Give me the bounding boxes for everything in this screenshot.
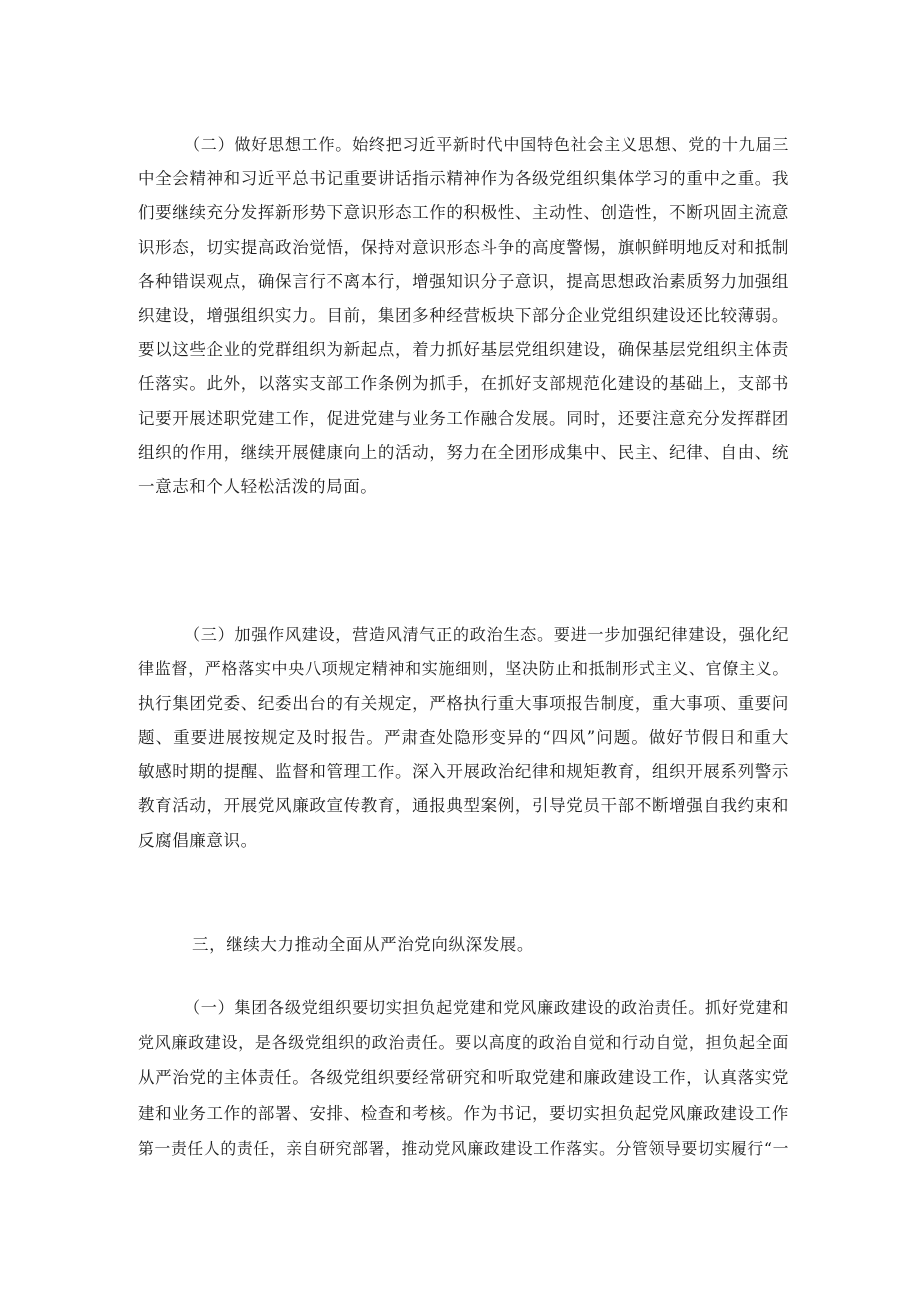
text-line: （二）做好思想工作。始终把习近平新时代中国特色社会主义思想、党的十九届三: [184, 135, 789, 154]
paragraph-ideological-work: [138, 128, 789, 504]
text-line: 题、重要进展按规定及时报告。严肃查处隐形变异的“四风”问题。做好节假日和重大: [138, 727, 789, 747]
text-line: 组织的作用，继续开展健康向上的活动，努力在全团形成集中、民主、纪律、自由、统: [138, 442, 789, 462]
text-line: 中全会精神和习近平总书记重要讲话指示精神作为各级党组织集体学习的重中之重。我: [138, 169, 789, 189]
text-line: 敏感时期的提醒、监督和管理工作。深入开展政治纪律和规矩教育，组织开展系列警示: [138, 762, 789, 782]
text-line: 记要开展述职党建工作，促进党建与业务工作融合发展。同时，还要注意充分发挥群团: [138, 408, 789, 428]
text-line: 从严治党的主体责任。各级党组织要经常研究和听取党建和廉政建设工作，认真落实党: [138, 1068, 789, 1088]
section-heading: [138, 928, 789, 962]
text-line: 任落实。此外，以落实支部工作条例为抓手，在抓好支部规范化建设的基础上，支部书: [138, 374, 789, 394]
text-line: 织建设，增强组织实力。目前，集团多种经营板块下部分企业党组织建设还比较薄弱。: [138, 306, 789, 326]
text-line: 执行集团党委、纪委出台的有关规定，严格执行重大事项报告制度，重大事项、重要问: [138, 693, 789, 713]
text-line: 第一责任人的责任，亲自研究部署，推动党风廉政建设工作落实。分管领导要切实履行“一: [138, 1138, 789, 1158]
text-line: 们要继续充分发挥新形势下意识形态工作的积极性、主动性、创造性，不断巩固主流意: [138, 203, 789, 223]
section-heading-text: 三，继续大力推动全面从严治党向纵深发展。: [192, 935, 534, 954]
text-line: 建和业务工作的部署、安排、检查和考核。作为书记，要切实担负起党风廉政建设工作: [138, 1103, 789, 1123]
text-line: 党风廉政建设，是各级党组织的政治责任。要以高度的政治自觉和行动自觉，担负起全面: [138, 1033, 789, 1053]
text-line: 反腐倡廉意识。: [138, 830, 258, 850]
text-line: （三）加强作风建设，营造风清气正的政治生态。要进一步加强纪律建设，强化纪: [184, 625, 789, 644]
text-line: 要以这些企业的党群组织为新起点，着力抓好基层党组织建设，确保基层党组织主体责: [138, 340, 789, 360]
text-line: 一意志和个人轻松活泼的局面。: [138, 477, 378, 497]
text-line: 教育活动，开展党风廉政宣传教育，通报典型案例，引导党员干部不断增强自我约束和: [138, 796, 789, 816]
text-line: 识形态，切实提高政治觉悟，保持对意识形态斗争的高度警惕，旗帜鲜明地反对和抵制: [138, 237, 789, 257]
text-line: （一）集团各级党组织要切实担负起党建和党风廉政建设的政治责任。抓好党建和: [184, 998, 789, 1017]
paragraph-work-style: [138, 618, 789, 858]
paragraph-political-responsibility: [138, 990, 789, 1166]
text-line: 各种错误观点，确保言行不离本行，增强知识分子意识，提高思想政治素质努力加强组: [138, 271, 789, 291]
text-line: 律监督，严格落实中央八项规定精神和实施细则，坚决防止和抵制形式主义、官僚主义。: [138, 659, 789, 679]
